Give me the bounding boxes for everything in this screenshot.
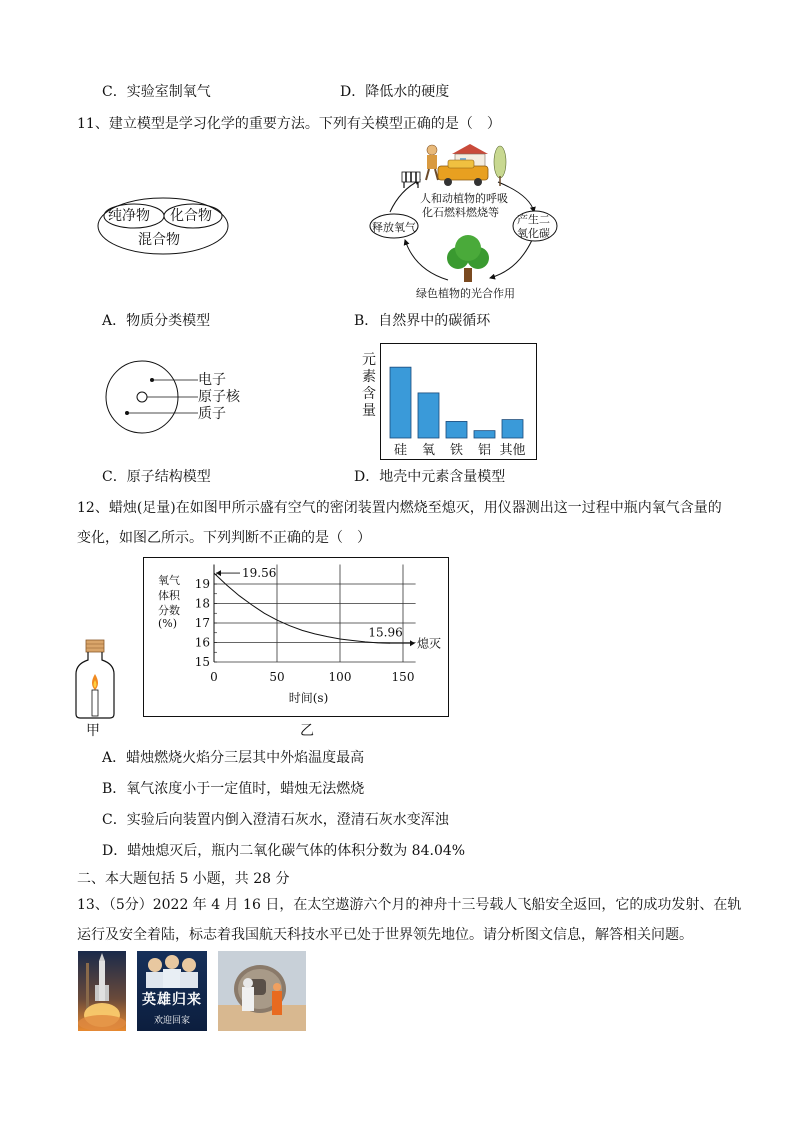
q11-option-d: D．地壳中元素含量模型 (354, 469, 506, 485)
line-chart-ylabel-1: 氧气 (158, 574, 180, 587)
label-mixture: 混合物 (138, 232, 180, 248)
rescue-worker-icon (272, 983, 282, 1015)
q12-option-d: D．蜡烛熄灭后，瓶内二氧化碳气体的体积分数为 84.04% (102, 843, 466, 859)
person-icon (426, 145, 438, 180)
bar-category-label-1: 氧 (421, 443, 436, 458)
cycle-top-line2: 化石燃料燃烧等 (422, 206, 499, 219)
q11-option-c: C．原子结构模型 (102, 469, 211, 485)
line-chart-ylabel-3: 分数 (158, 604, 180, 617)
label-nucleus: 原子核 (198, 389, 240, 405)
start-value-label: 19.56 (242, 566, 277, 581)
q12-option-b: B．氧气浓度小于一定值时，蜡烛无法燃烧 (102, 781, 365, 797)
astronaut-suit-icon (242, 978, 254, 1011)
crust-element-bar-chart (380, 343, 537, 460)
q11-stem: 11、建立模型是学习化学的重要方法。下列有关模型正确的是（ ） (77, 116, 501, 132)
label-figure-yi: 乙 (300, 723, 314, 739)
astronauts-poster-photo (137, 951, 207, 1031)
cycle-top-line1: 人和动植物的呼吸 (420, 192, 508, 205)
extinguish-label: 熄灭 (417, 636, 442, 651)
capsule-landing-photo (218, 951, 306, 1031)
label-proton: 质子 (198, 406, 226, 422)
label-compound: 化合物 (170, 208, 212, 224)
line-chart-ylabel-4: (%) (158, 617, 178, 630)
y-tick-label-4: 19 (194, 577, 210, 591)
oxygen-volume-line-chart (180, 558, 446, 710)
q12-stem-line2: 变化，如图乙所示。下列判断不正确的是（ ） (77, 530, 371, 546)
x-axis-label: 时间(s) (288, 691, 329, 705)
y-tick-label-0: 15 (194, 655, 210, 669)
bar-category-label-4: 其他 (499, 443, 526, 458)
label-figure-jia: 甲 (86, 723, 100, 739)
atom-structure-diagram (100, 360, 210, 435)
bar-3 (474, 431, 495, 438)
q13-stem-line2: 运行及安全着陆，标志着我国航天科技水平已处于世界领先地位。请分析图文信息，解答相关问题。 (77, 927, 693, 943)
candle-flame-icon (92, 674, 98, 690)
extinguish-arrowhead (410, 640, 415, 646)
x-tick-label-0: 0 (210, 670, 218, 684)
green-tree-icon (447, 235, 489, 282)
y-tick-label-3: 18 (194, 596, 210, 611)
bar-2 (446, 421, 467, 438)
section-2-heading: 二、本大题包括 5 小题，共 28 分 (77, 871, 290, 887)
label-electron: 电子 (198, 372, 226, 388)
end-value-label: 15.96 (368, 625, 403, 640)
q12-option-c: C．实验后向装置内倒入澄清石灰水，澄清石灰水变浑浊 (102, 812, 449, 828)
poster-subtitle: 欢迎回家 (153, 1016, 190, 1026)
x-tick-label-2: 100 (328, 670, 352, 684)
q12-stem-line1: 12、蜡烛(足量)在如图甲所示盛有空气的密闭装置内燃烧至熄灭，用仪器测出这一过程中瓶内氧气含量的 (77, 500, 722, 516)
y-tick-label-1: 16 (194, 635, 210, 650)
bar-1 (418, 393, 439, 438)
label-pure-substance: 纯净物 (108, 208, 150, 224)
cycle-produce-co2-line1: 产生二 (517, 213, 550, 226)
x-tick-label-3: 150 (391, 670, 415, 684)
cycle-release-oxygen: 释放氧气 (372, 221, 416, 234)
bar-chart-ylabel: 元素含量 (362, 352, 376, 419)
bar-category-label-3: 铝 (477, 443, 492, 458)
sealed-bottle-candle-illustration (72, 638, 118, 720)
bar-4 (502, 420, 523, 438)
q11-option-b: B．自然界中的碳循环 (354, 313, 491, 329)
line-chart-ylabel-2: 体积 (158, 589, 180, 602)
cycle-produce-co2-line2: 氧化碳 (517, 227, 550, 240)
bar-0 (390, 367, 411, 438)
q12-option-a: A．蜡烛燃烧火焰分三层其中外焰温度最高 (102, 750, 365, 766)
rocket-launch-photo (78, 951, 126, 1031)
bar-category-label-0: 硅 (393, 443, 408, 458)
poplar-tree-icon (494, 146, 506, 186)
x-tick-label-1: 50 (269, 670, 285, 684)
q10-option-c: C．实验室制氧气 (102, 84, 211, 100)
poster-title: 英雄归来 (142, 992, 202, 1008)
q13-stem-line1: 13、（5分）2022 年 4 月 16 日，在太空遨游六个月的神舟十三号载人飞船安全返回，它的成功发射、在轨 (77, 897, 742, 913)
q11-option-a: A．物质分类模型 (102, 313, 211, 329)
cycle-photosynthesis: 绿色植物的光合作用 (416, 287, 515, 300)
bar-category-label-2: 铁 (449, 443, 464, 458)
y-tick-label-2: 17 (194, 616, 210, 630)
q10-option-d: D．降低水的硬度 (340, 84, 450, 100)
